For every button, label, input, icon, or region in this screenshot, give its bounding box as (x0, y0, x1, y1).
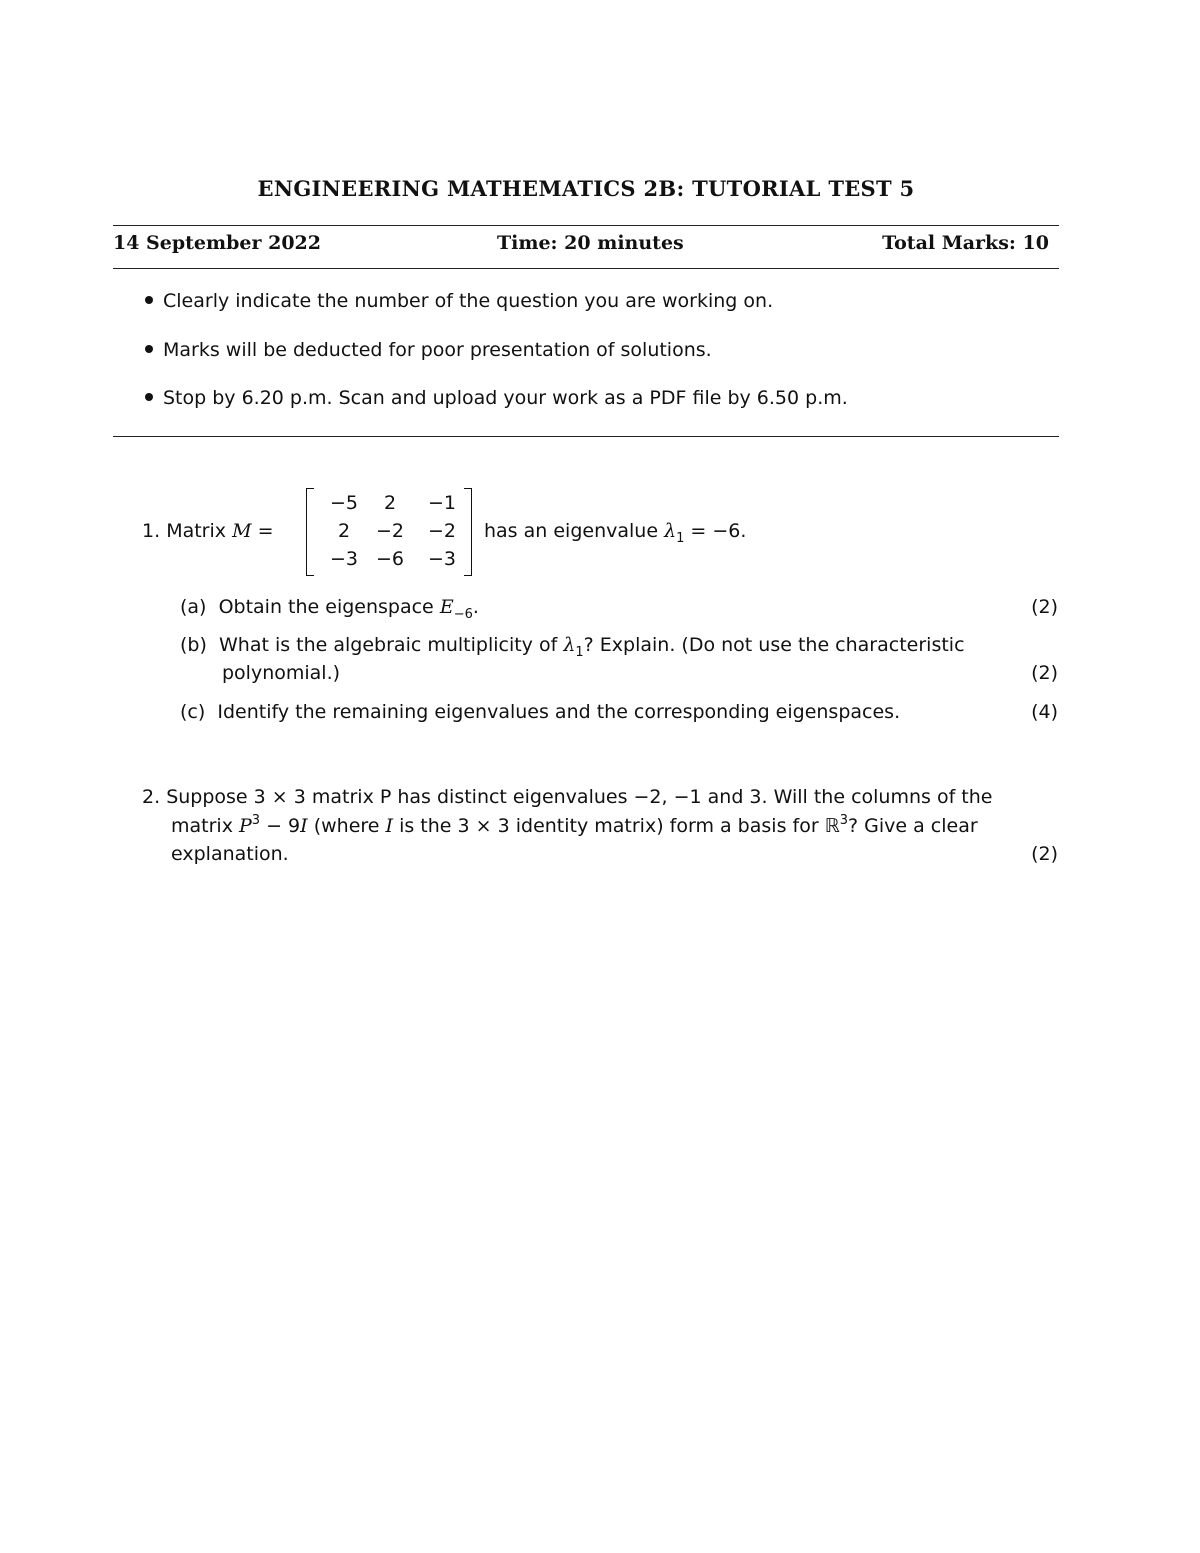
question-1-stem: 1. Matrix M = (142, 520, 274, 542)
lambda-symbol: λ (664, 520, 677, 542)
part-label: (c) (180, 701, 206, 723)
instruction-item: Stop by 6.20 p.m. Scan and upload your work as a PDF file by 6.50 p.m. (145, 387, 848, 409)
instruction-item: Marks will be deducted for poor presentation of solutions. (145, 339, 712, 361)
test-time: Time: 20 minutes (497, 232, 684, 254)
top-rule (113, 225, 1059, 226)
question-number: 2. (142, 786, 161, 808)
total-marks: Total Marks: 10 (882, 232, 1049, 254)
question-number: 1. (142, 520, 161, 542)
marks-1c: (4) (1031, 701, 1058, 723)
matrix-cell: −3 (329, 548, 358, 570)
matrix-left-bracket (306, 488, 314, 576)
matrix-cell: −3 (427, 548, 456, 570)
part-label: (b) (180, 634, 207, 656)
question-2-line1: 2. Suppose 3 × 3 matrix P has distinct eigenvalues −2, −1 and 3. Will the columns of the (142, 786, 993, 808)
question-1b-line2: polynomial.) (222, 662, 341, 684)
marks-2: (2) (1031, 843, 1058, 865)
matrix-cell: 2 (383, 492, 397, 514)
test-date: 14 September 2022 (113, 232, 321, 254)
marks-1a: (2) (1031, 596, 1058, 618)
marks-1b: (2) (1031, 662, 1058, 684)
question-1b: (b) What is the algebraic multiplicity of $\lambda_1$? Explain. (Do not use the characteristic (180, 634, 965, 660)
test-title: ENGINEERING MATHEMATICS 2B: TUTORIAL TEST 5 (257, 176, 915, 201)
question-1-suffix: has an eigenvalue $\lambda_1 = -6$. (484, 520, 747, 546)
part-label: (a) (180, 596, 207, 618)
matrix-cell: −6 (375, 548, 404, 570)
instruction-item: Clearly indicate the number of the question you are working on. (145, 290, 773, 312)
matrix-right-bracket (464, 488, 472, 576)
matrix-variable: M (232, 520, 252, 542)
info-rule (113, 268, 1059, 269)
matrix-cell: −1 (427, 492, 456, 514)
question-2-line3: explanation. (171, 843, 289, 865)
bullet-icon (145, 296, 153, 304)
matrix-cell: 2 (337, 520, 351, 542)
matrix-cell: −2 (427, 520, 456, 542)
bullet-icon (145, 345, 153, 353)
matrix-cell: −2 (375, 520, 404, 542)
test-info-row (113, 232, 1049, 262)
question-1a: (a) Obtain the eigenspace $E_{-6}$. (180, 596, 479, 622)
question-1c: (c) Identify the remaining eigenvalues and the corresponding eigenspaces. (180, 701, 901, 723)
question-1-prefix: Matrix (166, 520, 227, 542)
matrix-cell: −5 (329, 492, 358, 514)
matrix-m (306, 488, 472, 574)
question-2-line2: matrix $P^3 - 9I$ (where I is the 3 × 3 identity matrix) form a basis for ℝ$^3$? Give a clear (171, 813, 978, 837)
instructions-rule (113, 436, 1059, 437)
bullet-icon (145, 393, 153, 401)
